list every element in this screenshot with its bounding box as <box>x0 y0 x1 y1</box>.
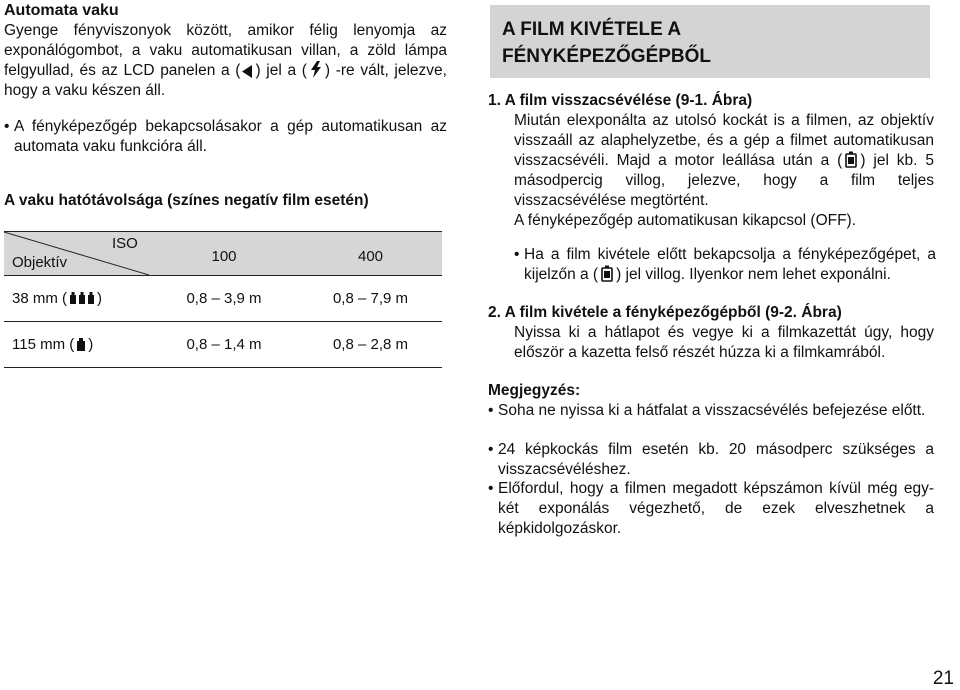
bullet-dot: • <box>488 402 494 419</box>
range-115mm-iso400: 0,8 – 2,8 m <box>332 336 409 353</box>
note-item <box>488 440 934 480</box>
step2-text: Nyissa ki a hátlapot és vegye ki a filmkazettát úgy, hogy először a kazetta felső részét húzza ki a filmkamrából. <box>514 324 934 361</box>
header-iso-100: 100 <box>211 248 237 265</box>
step1-title: 1. A film visszacsévélése (9-1. Ábra) <box>488 92 753 109</box>
bullet-text-b: ) jel villog. Ilyenkor nem lehet exponálni. <box>616 266 891 283</box>
lens-label: 115 mm ( <box>12 336 75 353</box>
bullet-text: A fényképezőgép bekapcsolásakor a gép automatikusan az automata vaku funkcióra áll. <box>14 118 447 155</box>
flash-icon <box>309 61 323 78</box>
step1-bullet <box>514 245 936 285</box>
header-iso-400: 400 <box>357 248 384 265</box>
auto-flash-text-1: Gyenge fényviszonyok között, amikor félig lenyomja az exponálógombot, a vaku automatikusan villan, a zöld lámpa felgyullad, és az LCD panelen a ( <box>4 22 447 79</box>
range-38mm-iso400: 0,8 – 7,9 m <box>332 290 409 307</box>
step2-title: 2. A film kivétele a fényképezőgépből (9-2. Ábra) <box>488 304 842 321</box>
wide-angle-icon <box>68 291 96 307</box>
header-iso: ISO <box>112 235 138 252</box>
note-text: Előfordul, hogy a filmen megadott képszámon kívül még egy-két exponálás végezhető, de ezek elveszhetnek a képkidolgozáskor. <box>498 480 934 537</box>
auto-flash-text-2: ) jel a ( <box>255 62 307 79</box>
note-item <box>488 401 934 421</box>
auto-flash-bullet <box>4 117 447 157</box>
range-115mm-iso100: 0,8 – 1,4 m <box>186 336 262 353</box>
section-title-line1: A FILM KIVÉTELE A <box>502 19 682 40</box>
film-cartridge-icon <box>844 151 858 168</box>
section-title <box>502 16 711 70</box>
lens-115mm <box>12 336 93 353</box>
note-title: Megjegyzés: <box>488 382 581 399</box>
step1-text-c: A fényképezőgép automatikusan kikapcsol (OFF). <box>514 212 857 229</box>
table-row <box>4 322 442 367</box>
page-number: 21 <box>932 668 954 689</box>
note-item <box>488 479 934 539</box>
bullet-dot: • <box>488 441 494 458</box>
auto-flash-paragraph <box>4 21 447 101</box>
bullet-dot: • <box>488 480 494 497</box>
auto-flash-text-3: ) -re vált, jelezve, hogy a vaku készen áll. <box>4 62 447 99</box>
lens-suffix: ) <box>88 336 94 353</box>
table-header-row <box>4 232 442 276</box>
telephoto-icon <box>75 337 87 353</box>
step1-text-a: Miután elexponálta az utolsó kockát is a filmen, az objektív visszaáll az alaphelyzetbe, és a gép a filmet automatikusan visszacsévéli. Majd a motor leállása után a ( <box>514 112 934 169</box>
bullet-text <box>524 245 936 285</box>
flash-range-title: A vaku hatótávolsága (színes negatív film esetén) <box>4 192 369 209</box>
lens-label: 38 mm ( <box>12 290 68 307</box>
step1-text <box>514 111 934 231</box>
bullet-dot: • <box>4 118 10 135</box>
bullet-text-a: Ha a film kivétele előtt bekapcsolja a fényképezőgépet, a kijelzőn a ( <box>524 246 936 283</box>
flash-range-table <box>4 231 442 368</box>
table-row <box>4 276 442 322</box>
section-title-line2: FÉNYKÉPEZŐGÉPBŐL <box>502 46 712 67</box>
left-triangle-icon <box>242 65 253 78</box>
section-banner <box>490 5 930 78</box>
header-lens: Objektív <box>12 254 68 271</box>
step1-text-b: ) jel kb. 5 másodpercig villog, jelezve, hogy a film teljes visszacsévélése megtörtént. <box>514 152 934 209</box>
auto-flash-title: Automata vaku <box>4 2 119 19</box>
film-cartridge-icon <box>600 265 614 282</box>
lens-suffix: ) <box>97 290 103 307</box>
bullet-dot: • <box>514 246 520 263</box>
note-text: 24 képkockás film esetén kb. 20 másodperc szükséges a visszacsévéléshez. <box>498 441 934 478</box>
lens-38mm <box>12 290 102 307</box>
note-text: Soha ne nyissa ki a hátfalat a visszacsévélés befejezése előtt. <box>498 402 926 419</box>
range-38mm-iso100: 0,8 – 3,9 m <box>186 290 262 307</box>
